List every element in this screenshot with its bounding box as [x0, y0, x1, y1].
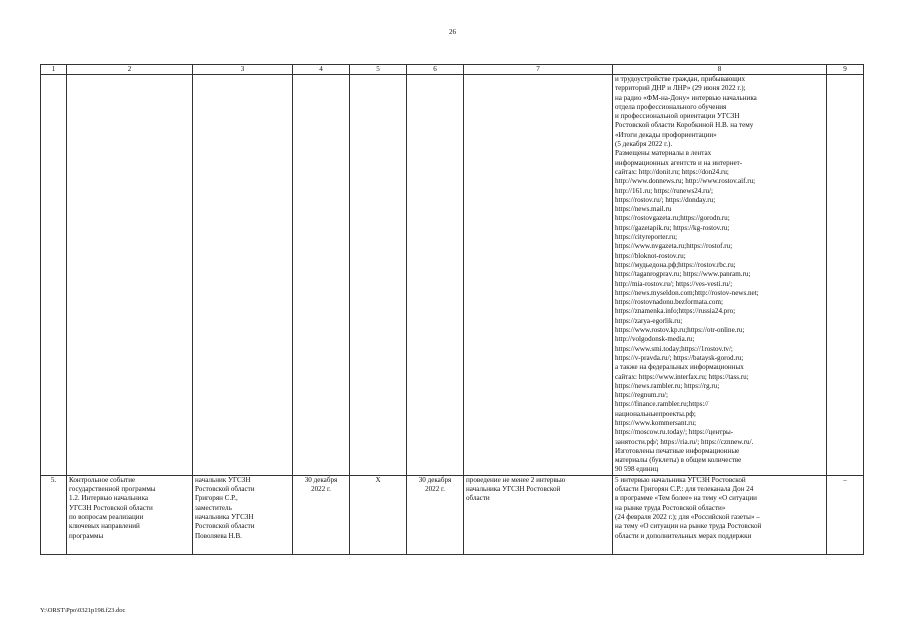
text-line: начальника УГСЗН Ростовской [466, 485, 561, 494]
text-line: https://news.rambler.ru; https://rg.ru; [615, 381, 720, 390]
text-line: https://v-pravda.ru/; https://bataysk-gorod.ru; [615, 353, 744, 362]
text-line: https://rostovgazeta.ru;https://gorodn.ru; [615, 214, 730, 223]
text-line: начальника УГСЗН [195, 512, 254, 521]
text-line: (24 февраля 2022 г.); для «Российской газеты» – [615, 512, 760, 521]
column-header-4: 4 [293, 65, 350, 75]
file-path-footer: Y:\ORST\Ppo\0321p198.f23.doc [40, 607, 126, 614]
text-line: области [466, 494, 490, 503]
text-line: отдела профессионального обучения [615, 102, 727, 111]
text-line: Ростовской области Коробкиной Н.В. на тему [615, 121, 754, 130]
text-line: на тему «О ситуации на рынке труда Ростовской [615, 522, 762, 531]
text-line: http://161.ru; https://runews24.ru/; [615, 186, 713, 195]
text-line: по вопросам реализации [69, 512, 144, 521]
text-line: Контрольное событие [69, 475, 136, 484]
text-line: https://gazetapik.ru; https://kg-rostov.ru; [615, 223, 730, 232]
text-line: области Григорян С.Р.: для телеканала Дон 24 [615, 485, 754, 494]
text-line: в программе «Тем более» на тему «О ситуации [615, 494, 757, 503]
text-line: https://мудьедона.рф;https://rostov.rbc.ru; [615, 260, 736, 269]
text-line: https://rostovnadonu.bezformata.com; [615, 298, 723, 307]
text-line: https://taganrogprav.ru; https://www.panram.ru; [615, 270, 751, 279]
text-line: и трудоустройстве граждан, прибывающих [615, 75, 746, 83]
column-header-5: 5 [350, 65, 407, 75]
row-number: 5. [41, 475, 67, 554]
planned-date-cell [293, 475, 350, 554]
text-line: https://news.myseldon.com;http://rostov-news.net; [615, 288, 759, 297]
text-line: Поволяева Н.В. [195, 531, 242, 540]
text-line: 1.2. Интервью начальника [69, 494, 149, 503]
text-line: 30 декабря [304, 475, 338, 484]
text-line: Размещены материалы в лентах [615, 149, 712, 158]
text-line: УГСЗН Ростовской области [69, 503, 153, 512]
text-line: сайтах: https://www.interfax.ru; https://tass.ru; [615, 372, 749, 381]
text-line: 5 интервью начальника УГСЗН Ростовской [615, 475, 746, 484]
header-row [41, 65, 864, 75]
text-line: https://zarya-egorlik.ru; [615, 316, 683, 325]
text-line: https://bloknot-rostov.ru; [615, 251, 686, 260]
column-header-8: 8 [613, 65, 827, 75]
text-line: https://finance.rambler.ru;https:// [615, 400, 709, 409]
expected-result-cell [464, 475, 613, 554]
text-line: области и дополнительных мерах поддержки [615, 531, 752, 540]
text-line: на радио «ФМ-на-Дону» интервью начальника [615, 93, 757, 102]
text-line: Изготовлены печатные информационные [615, 446, 740, 455]
table-row [41, 75, 864, 476]
text-line: Григорян С.Р., [195, 494, 238, 503]
text-line: (5 декабря 2022 г.). [615, 140, 673, 149]
text-line: http://www.donnews.ru; http://www.rostov.aif.ru; [615, 177, 756, 186]
text-line: 2022 г. [311, 485, 331, 494]
event-cell [67, 475, 193, 554]
text-line: 2022 г. [425, 485, 445, 494]
column-header-1: 1 [41, 65, 67, 75]
text-line: Ростовской области [195, 522, 255, 531]
text-line: «Итоги декады профориентации» [615, 130, 717, 139]
text-line: https://news.mail.ru [615, 205, 672, 214]
text-line: материалы (буклеты) в общем количестве [615, 456, 742, 465]
cell-col9: – [827, 475, 864, 554]
column-header-9: 9 [827, 65, 864, 75]
text-line: http://mia-rostov.ru/; https://ves-vesti.ru/; [615, 279, 733, 288]
text-line: ключевых направлений [69, 522, 140, 531]
text-line: 90 598 единиц [615, 465, 659, 474]
column-header-2: 2 [67, 65, 193, 75]
report-table [40, 64, 864, 555]
text-line: https://www.smi.today;https://1rostov.tv/; [615, 344, 733, 353]
text-line: https://www.nvgazeta.ru;https://rostof.ru; [615, 242, 733, 251]
text-line: сайтах: http://donit.ru; https://don24.ru; [615, 167, 729, 176]
text-line: программы [69, 531, 104, 540]
text-line: https://znamenka.info;https://russia24.pro; [615, 307, 736, 316]
text-line: национальныепроекты.рф; [615, 409, 696, 418]
column-header-3: 3 [193, 65, 293, 75]
page-number: 26 [449, 28, 456, 36]
actual-date-cell [407, 475, 464, 554]
text-line: https://www.rostov.kp.ru;https://otr-online.ru; [615, 326, 745, 335]
text-line: https://www.kommersant.ru; [615, 418, 697, 427]
table-row [41, 475, 864, 554]
cell-col5: Х [350, 475, 407, 554]
text-line: https://moscow.ru.today/; https://центры- [615, 428, 734, 437]
results-cell [613, 75, 827, 476]
text-line: проведение не менее 2 интервью [466, 475, 566, 484]
text-line: информационных агентств и на интернет- [615, 158, 743, 167]
text-line: https://rostov.ru/; https://donday.ru; [615, 195, 716, 204]
text-line: территорий ДНР и ЛНР» (29 июня 2022 г.); [615, 84, 746, 93]
text-line: на рынке труда Ростовской области» [615, 503, 726, 512]
text-line: а также на федеральных информационных [615, 363, 744, 372]
text-line: https://cityreporter.ru; [615, 233, 678, 242]
text-line: заместитель [195, 503, 232, 512]
text-line: https://regnum.ru/; [615, 391, 669, 400]
text-line: 30 декабря [418, 475, 452, 484]
text-line: государственной программы [69, 485, 156, 494]
column-header-7: 7 [464, 65, 613, 75]
text-line: начальник УГСЗН [195, 475, 251, 484]
column-header-6: 6 [407, 65, 464, 75]
text-line: http://volgodonsk-media.ru; [615, 335, 695, 344]
text-line: занятости.рф/; https://ria.ru/; https://cznnew.ru/. [615, 437, 754, 446]
responsible-cell [193, 475, 293, 554]
text-line: Ростовской области [195, 485, 255, 494]
results-cell [613, 475, 827, 554]
text-line: и профессиональной ориентации УГСЗН [615, 112, 740, 121]
